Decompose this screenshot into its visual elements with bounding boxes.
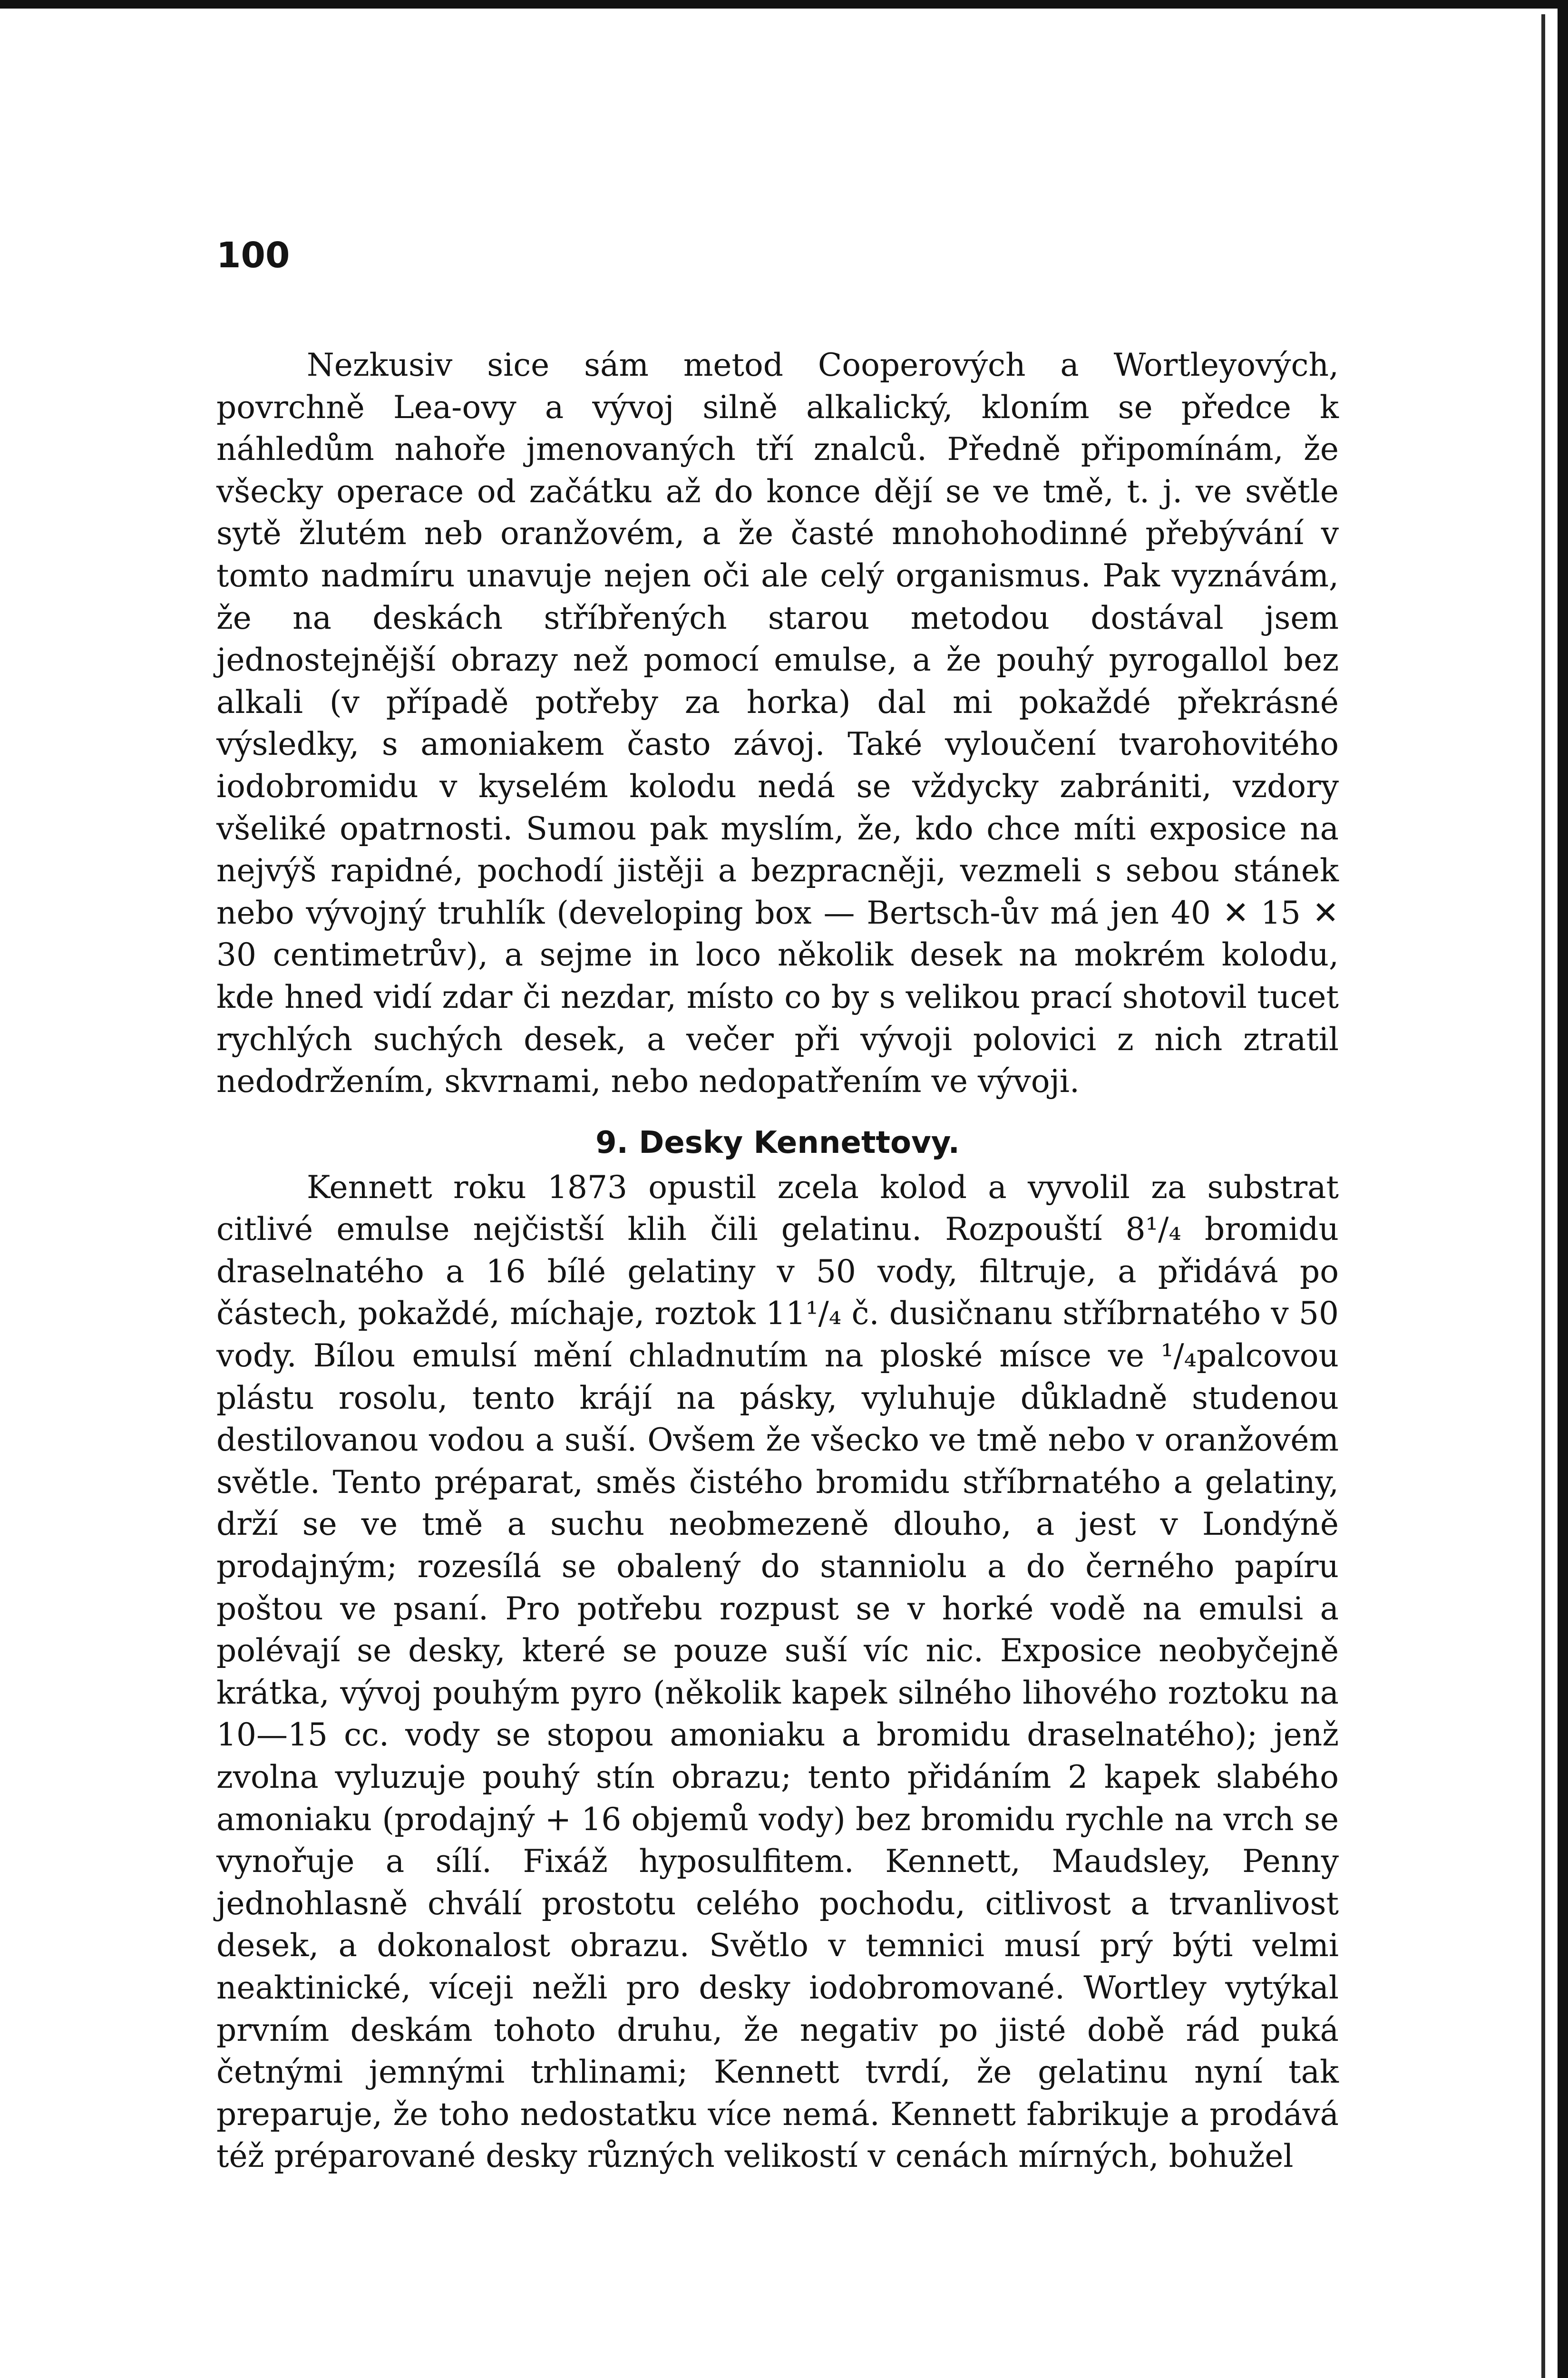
scan-edge-right bbox=[1558, 0, 1568, 2378]
section-paragraph: Kennett roku 1873 opustil zcela kolod a vyvolil za substrat citlivé emulse nejčistší klih čili gelatinu. Rozpouští 8¹/₄ bromidu draselnatého a 16 bílé gelatiny v 50 vody, filtruje, a přidává po částech, pokaždé, míchaje, roztok 11¹/₄ č. dusičnanu stříbrnatého v 50 vody. Bílou emulsí mění chladnutím na ploské mísce ve ¹/₄palcovou plástu rosolu, tento krájí na pásky, vyluhuje důkladně studenou destilovanou vodou a suší. Ovšem že všecko ve tmě nebo v oranžovém světle. Tento préparat, směs čistého bromidu stříbrnatého a gelatiny, drží se ve tmě a suchu neobmezeně dlouho, a jest v Londýně prodajným; rozesílá se obalený do stanniolu a do černého papíru poštou ve psaní. Pro potřebu rozpust se v horké vodě na emulsi a polévají se desky, které se pouze suší víc nic. Exposice neobyčejně krátka, vývoj pouhým pyro (několik kapek silného lihového roztoku na 10—15 cc. vody se stopou amoniaku a bromidu draselnatého); jenž zvolna vyluzuje pouhý stín obrazu; tento přidáním 2 kapek slabého amoniaku (prodajný + 16 objemů vody) bez bromidu rychle na vrch se vynořuje a sílí. Fixáž hyposulfitem. Kennett, Maudsley, Penny jednohlasně chválí prostotu celého pochodu, citlivost a trvanlivost desek, a dokonalost obrazu. Světlo v temnici musí prý býti velmi neaktinické, víceji nežli pro desky iodobromované. Wortley vytýkal prvním deskám tohoto druhu, že negativ po jisté době rád puká četnými jemnými trhlinami; Kennett tvrdí, že gelatinu nyní tak preparuje, že toho nedostatku více nemá. Kennett fabrikuje a prodává též préparované desky různých velikostí v cenách mírných, bohužel bbox=[216, 1169, 1339, 2175]
page-number: 100 bbox=[216, 235, 290, 276]
body-paragraph: Nezkusiv sice sám metod Cooperových a Wortleyových, povrchně Lea-ovy a vývoj silně alkalický, kloním se předce k náhledům nahoře jmenovaných tří znalců. Předně připomínám, že všecky operace od začátku až do konce dějí se ve tmě, t. j. ve světle sytě žlutém neb oranžovém, a že časté mnohohodinné přebývání v tomto nadmíru unavuje nejen oči ale celý organismus. Pak vyznávám, že na deskách stříbřených starou metodou dostával jsem jednostejnější obrazy než pomocí emulse, a že pouhý pyrogallol bez alkali (v případě potřeby za horka) dal mi pokaždé překrásné výsledky, s amoniakem často závoj. Také vyloučení tvarohovitého iodobromidu v kyselém kolodu nedá se vždycky zabrániti, vzdory všeliké opatrnosti. Sumou pak myslím, že, kdo chce míti exposice na nejvýš rapidné, pochodí jistěji a bezpracněji, vezmeli s sebou stánek nebo vývojný truhlík (developing box — Bertsch-ův má jen 40 ✕ 15 ✕ 30 centimetrův), a sejme in loco několik desek na mokrém kolodu, kde hned vidí zdar či nezdar, místo co by s velikou prací shotovil tucet rychlých suchých desek, a večer při vývoji polovici z nich ztratil nedodržením, skvrnami, nebo nedopatřením ve vývoji. bbox=[216, 347, 1339, 1100]
book-page bbox=[216, 235, 1339, 2178]
section-heading: 9. Desky Kennettovy. bbox=[595, 1125, 960, 1160]
scan-edge-top bbox=[0, 0, 1568, 9]
scan-edge-right-inner bbox=[1541, 14, 1545, 2378]
